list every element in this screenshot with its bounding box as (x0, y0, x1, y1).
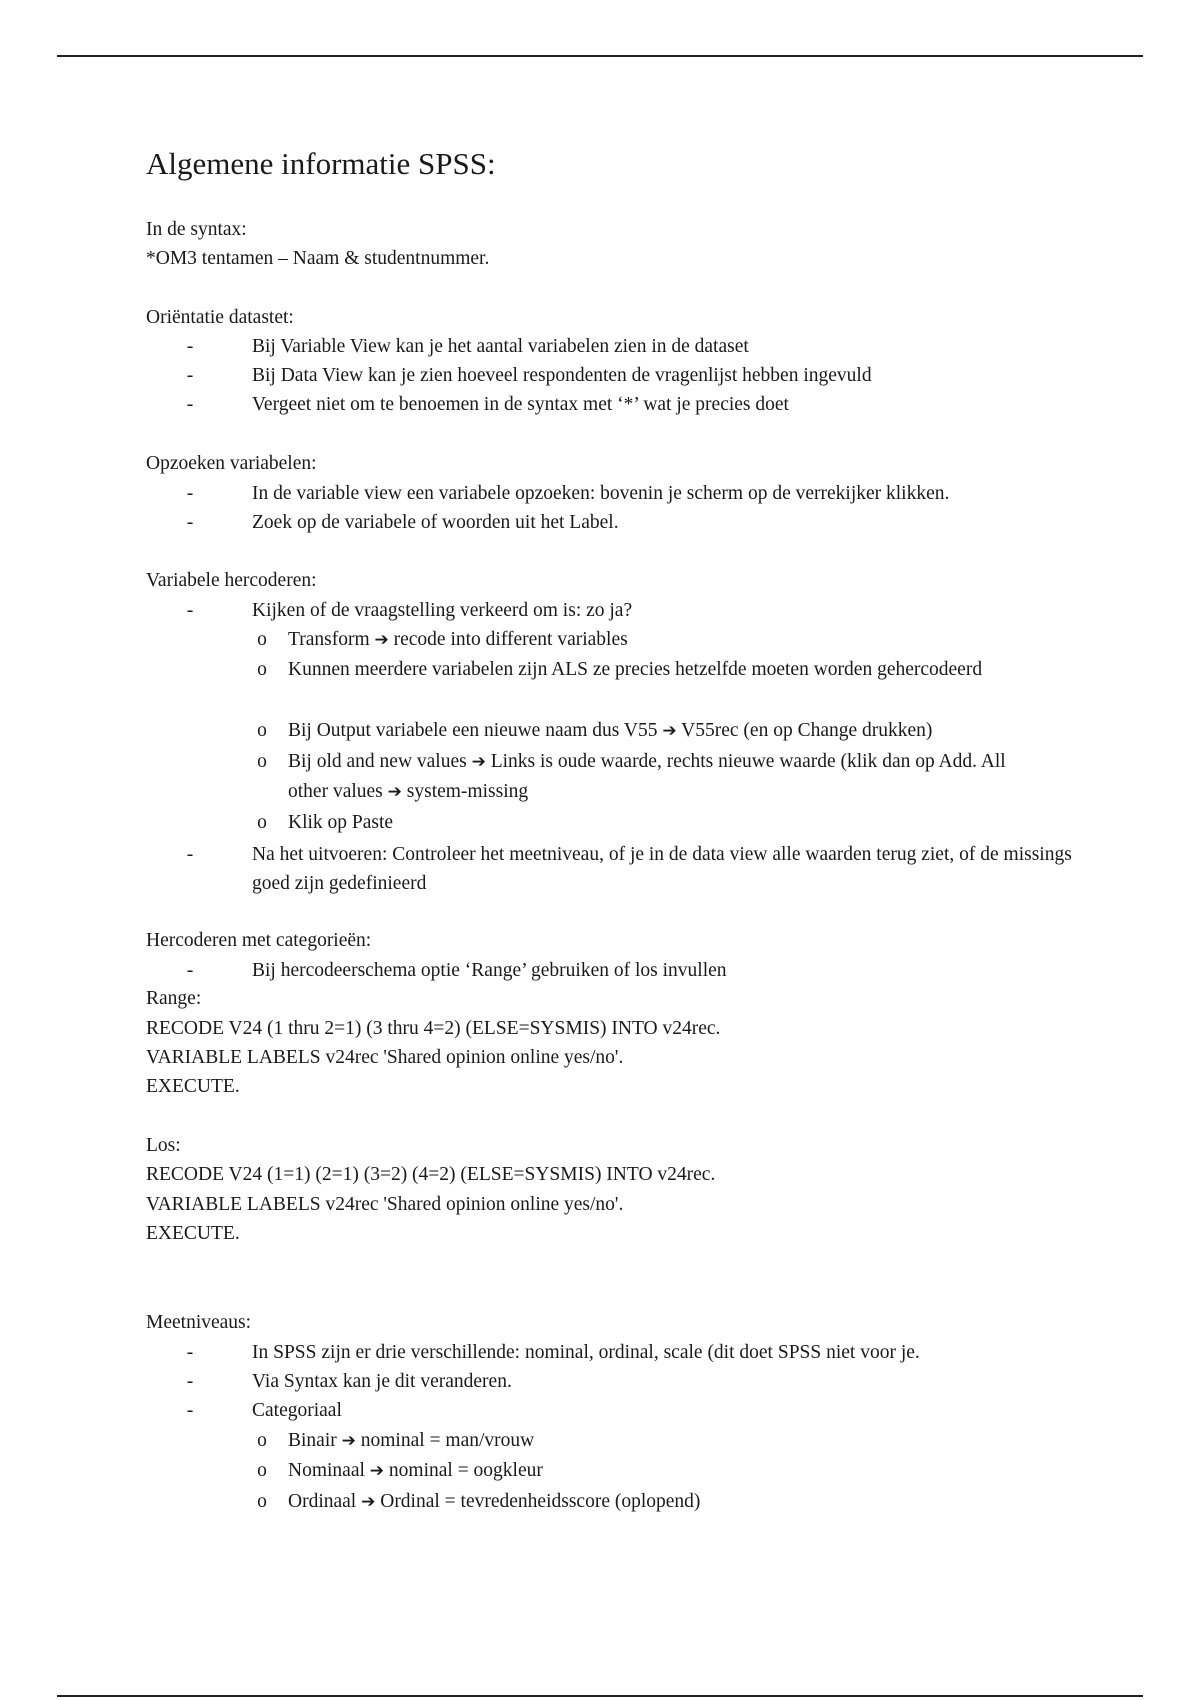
list-item: - Zoek op de variabele of woorden uit het Label. (180, 508, 1080, 537)
orientatie-heading: Oriëntatie datastet: (146, 307, 294, 328)
list-item: - Via Syntax kan je dit veranderen. (180, 1367, 1080, 1396)
dash-bullet: - (186, 336, 194, 357)
circle-bullet: o (257, 629, 267, 650)
sub-list-item: o Bij old and new values ➔ Links is oude waarde, rechts nieuwe waarde (klik dan op Add. All other values ➔ system-missing (252, 747, 1032, 807)
dash-bullet: - (186, 1342, 194, 1363)
circle-bullet: o (257, 1430, 267, 1451)
syntax-heading: In de syntax: (146, 219, 247, 240)
sub-list-item: o Transform ➔ recode into different variables (252, 625, 1032, 655)
list-item: - In de variable view een variabele opzoeken: bovenin je scherm op de verrekijker klikken. (180, 479, 1080, 508)
sub-list-item: o Kunnen meerdere variabelen zijn ALS ze precies hetzelfde moeten worden gehercodeerd (252, 655, 1032, 684)
range-syntax-line: VARIABLE LABELS v24rec 'Shared opinion online yes/no'. (146, 1047, 624, 1068)
range-label: Range: (146, 988, 202, 1009)
dash-bullet: - (186, 1400, 194, 1421)
list-item: - Categoriaal (180, 1396, 1080, 1425)
list-item: - Kijken of de vraagstelling verkeerd om is: zo ja? (180, 596, 1080, 625)
sub-list-item: o Ordinaal ➔ Ordinal = tevredenheidsscore (oplopend) (252, 1487, 1032, 1517)
circle-bullet: o (257, 751, 267, 772)
circle-bullet: o (257, 720, 267, 741)
circle-bullet: o (257, 812, 267, 833)
dash-bullet: - (186, 600, 194, 621)
los-syntax-line: EXECUTE. (146, 1223, 240, 1244)
sub-list-item: o Bij Output variabele een nieuwe naam dus V55 ➔ V55rec (en op Change drukken) (252, 716, 1032, 746)
page-title: Algemene informatie SPSS: (146, 146, 496, 181)
arrow-right-icon: ➔ (387, 782, 402, 802)
circle-bullet: o (257, 659, 267, 680)
dash-bullet: - (186, 512, 194, 533)
list-item: - Na het uitvoeren: Controleer het meetniveau, of je in de data view alle waarden terug ziet, of de missings goed zijn gedefinieerd (180, 840, 1080, 898)
dash-bullet: - (186, 483, 194, 504)
list-item: - In SPSS zijn er drie verschillende: nominal, ordinal, scale (dit doet SPSS niet voor je. (180, 1338, 1080, 1367)
arrow-right-icon: ➔ (374, 630, 389, 650)
list-item: - Bij Variable View kan je het aantal variabelen zien in de dataset (180, 332, 1080, 361)
header-rule (57, 55, 1143, 57)
list-item: - Bij hercodeerschema optie ‘Range’ gebruiken of los invullen (180, 956, 1080, 985)
opzoeken-heading: Opzoeken variabelen: (146, 453, 317, 474)
arrow-right-icon: ➔ (369, 1461, 385, 1481)
hercoderen-heading: Variabele hercoderen: (146, 570, 317, 591)
arrow-right-icon: ➔ (471, 752, 486, 772)
meetniveaus-heading: Meetniveaus: (146, 1312, 252, 1333)
sub-list-item: o Binair ➔ nominal = man/vrouw (252, 1426, 1032, 1456)
sub-list-item: o Klik op Paste (252, 808, 1032, 837)
footer-rule (57, 1695, 1143, 1697)
arrow-right-icon: ➔ (361, 1492, 376, 1512)
dash-bullet: - (186, 1371, 194, 1392)
categorieen-heading: Hercoderen met categorieën: (146, 930, 372, 951)
arrow-right-icon: ➔ (662, 721, 677, 741)
circle-bullet: o (257, 1460, 267, 1481)
dash-bullet: - (186, 365, 194, 386)
list-item: - Vergeet niet om te benoemen in de syntax met ‘*’ wat je precies doet (180, 390, 1080, 419)
dash-bullet: - (186, 394, 194, 415)
dash-bullet: - (186, 960, 194, 981)
arrow-right-icon: ➔ (341, 1431, 356, 1451)
dash-bullet: - (186, 844, 194, 865)
syntax-comment-line: *OM3 tentamen – Naam & studentnummer. (146, 248, 490, 269)
list-item: - Bij Data View kan je zien hoeveel respondenten de vragenlijst hebben ingevuld (180, 361, 1080, 390)
range-syntax-line: RECODE V24 (1 thru 2=1) (3 thru 4=2) (ELSE=SYSMIS) INTO v24rec. (146, 1018, 721, 1039)
circle-bullet: o (257, 1491, 267, 1512)
sub-list-item: o Nominaal ➔ nominal = oogkleur (252, 1456, 1032, 1486)
los-syntax-line: RECODE V24 (1=1) (2=1) (3=2) (4=2) (ELSE=SYSMIS) INTO v24rec. (146, 1164, 716, 1185)
los-label: Los: (146, 1135, 181, 1156)
los-syntax-line: VARIABLE LABELS v24rec 'Shared opinion online yes/no'. (146, 1194, 624, 1215)
range-syntax-line: EXECUTE. (146, 1076, 240, 1097)
